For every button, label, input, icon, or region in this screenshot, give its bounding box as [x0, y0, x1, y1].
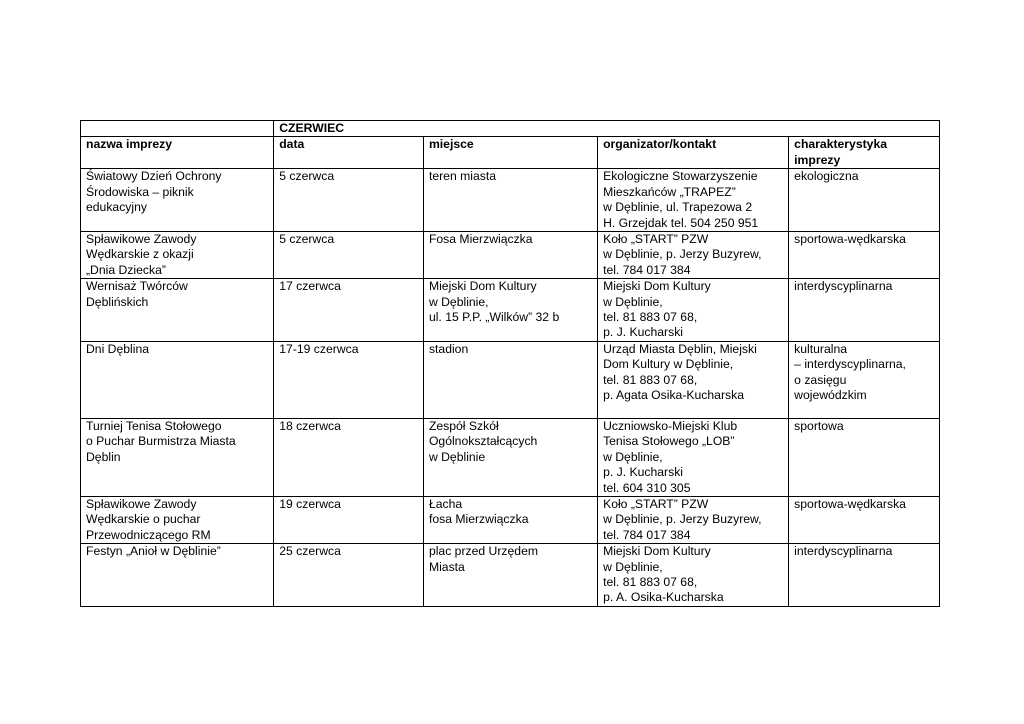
event-characteristic: sportowa-wędkarska: [789, 496, 940, 543]
table-row: [81, 418, 940, 496]
header-organizer: organizator/kontakt: [598, 137, 789, 169]
event-characteristic: interdyscyplinarna: [789, 279, 940, 342]
event-organizer: Urząd Miasta Dęblin, Miejski Dom Kultury w Dęblinie, tel. 81 883 07 68, p. Agata Osika-Kucharska: [598, 341, 789, 418]
event-date: 19 czerwca: [274, 496, 424, 543]
table-row: [81, 496, 940, 543]
event-characteristic: sportowa-wędkarska: [789, 232, 940, 279]
event-name: Światowy Dzień Ochrony Środowiska – piknik edukacyjny: [81, 169, 274, 232]
event-date: 25 czerwca: [274, 544, 424, 607]
month-row: [81, 121, 940, 137]
event-name: Spławikowe Zawody Wędkarskie z okazji „Dnia Dziecka”: [81, 232, 274, 279]
event-name: Festyn „Anioł w Dęblinie”: [81, 544, 274, 607]
header-place: miejsce: [423, 137, 597, 169]
event-place: Miejski Dom Kultury w Dęblinie, ul. 15 P.P. „Wilków” 32 b: [423, 279, 597, 342]
event-characteristic: interdyscyplinarna: [789, 544, 940, 607]
table-row: [81, 279, 940, 342]
event-place: plac przed Urzędem Miasta: [423, 544, 597, 607]
month-title: CZERWIEC: [274, 121, 940, 137]
header-characteristic: charakterystyka imprezy: [789, 137, 940, 169]
event-place: stadion: [423, 341, 597, 418]
event-organizer: Miejski Dom Kultury w Dęblinie, tel. 81 883 07 68, p. J. Kucharski: [598, 279, 789, 342]
month-row-empty-cell: [81, 121, 274, 137]
event-characteristic: sportowa: [789, 418, 940, 496]
event-place: teren miasta: [423, 169, 597, 232]
event-date: 5 czerwca: [274, 232, 424, 279]
table-row: [81, 169, 940, 232]
event-organizer: Koło „START” PZW w Dęblinie, p. Jerzy Buzyrew, tel. 784 017 384: [598, 496, 789, 543]
table-row: [81, 341, 940, 418]
event-place: Zespół Szkół Ogólnokształcących w Dęblinie: [423, 418, 597, 496]
event-characteristic: kulturalna – interdyscyplinarna, o zasięgu wojewódzkim: [789, 341, 940, 418]
event-date: 18 czerwca: [274, 418, 424, 496]
event-organizer: Miejski Dom Kultury w Dęblinie, tel. 81 883 07 68, p. A. Osika-Kucharska: [598, 544, 789, 607]
table-row: [81, 232, 940, 279]
header-name: nazwa imprezy: [81, 137, 274, 169]
event-place: Fosa Mierzwiączka: [423, 232, 597, 279]
event-name: Dni Dęblina: [81, 341, 274, 418]
event-name: Turniej Tenisa Stołowego o Puchar Burmistrza Miasta Dęblin: [81, 418, 274, 496]
table-row: [81, 544, 940, 607]
event-name: Wernisaż Twórców Dęblińskich: [81, 279, 274, 342]
table-header-row: [81, 137, 940, 169]
event-date: 17 czerwca: [274, 279, 424, 342]
event-place: Łacha fosa Mierzwiączka: [423, 496, 597, 543]
event-organizer: Koło „START” PZW w Dęblinie, p. Jerzy Buzyrew, tel. 784 017 384: [598, 232, 789, 279]
event-organizer: Uczniowsko-Miejski Klub Tenisa Stołowego „LOB” w Dęblinie, p. J. Kucharski tel. 604 310 305: [598, 418, 789, 496]
event-name: Spławikowe Zawody Wędkarskie o puchar Przewodniczącego RM: [81, 496, 274, 543]
header-date: data: [274, 137, 424, 169]
event-characteristic: ekologiczna: [789, 169, 940, 232]
event-date: 17-19 czerwca: [274, 341, 424, 418]
event-organizer: Ekologiczne Stowarzyszenie Mieszkańców „TRAPEZ” w Dęblinie, ul. Trapezowa 2 H. Grzejdak tel. 504 250 951: [598, 169, 789, 232]
event-date: 5 czerwca: [274, 169, 424, 232]
events-table: [80, 120, 940, 607]
